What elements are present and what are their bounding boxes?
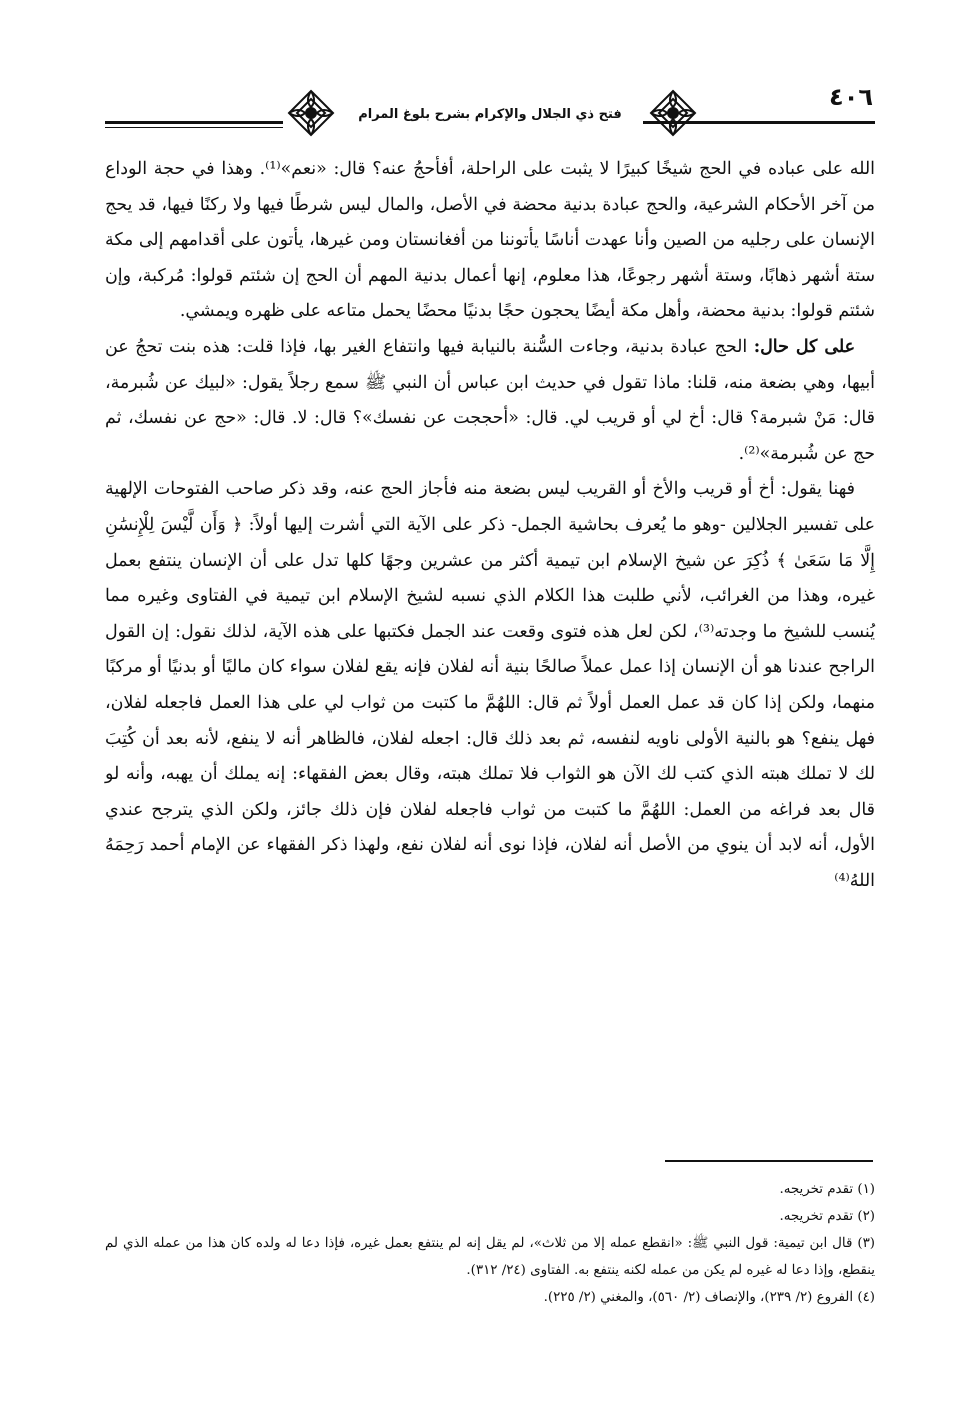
paragraph-text: فهنا يقول: أخ أو قريب والأخ أو القريب ليس بضعة منه فأجاز الحج عنه، وقد ذكر صاحب الفتوحات الإلهية على تفسير الجلالين -وهو ما يُعرف بحاشية الجمل- ذكر على الآية التي أشرت إليها أولاً: ﴿ وَأَن لَّيْسَ لِلْإِنسَٰنِ إِلَّا مَا سَعَىٰ ﴾ ذُكِرَ عن شيخ الإسلام ابن تيمية أكثر من عشرين وجهًا كلها تدل على أن الإنسان ينتفع بعمل غيره، وهذا من الغرائب، لأني طلبت هذا الكلام الذي نسبه لشيخ الإسلام ابن تيمية في الفتاوى وغيره مما يُنسب للشيخ ما وجدته⁽³⁾، لكن لعل هذه فتوى وقعت عند الجمل فكتبها على هذه الآية، لذلك نقول: إن القول الراجح عندنا هو أن الإنسان إذا عمل عملاً صالحًا بنية أنه لفلان فإنه يقع لفلان سواء كان ماليًا أو بدنيًا أو مركبًا منهما، ولكن إذا كان قد عمل العمل أولاً ثم قال: اللهُمَّ ما كتبت من ثواب لي على هذا العمل فاجعله لفلان، فهل ينفع؟ هو بالنية الأولى ناويه لنفسه، ثم بعد ذلك قال: اجعله لفلان، فالظاهر أنه لا ينفع، لأنه بعد أن كُتِبَ لك لا تملك هبته الذي كتب لك الآن هو الثواب فلا تملك هبته، وقال بعض الفقهاء: إنه يملك أن يهبه، وأنه لو قال بعد فراغه من العمل: اللهُمَّ ما كتبت من ثواب فاجعله لفلان فإن ذلك جائز، ولكن الذي يترجح عندي الأول، أنه لابد أن ينوي من الأصل أنه لفلان، فإذا نوى أنه لفلان نفع، ولهذا ذكر الفقهاء عن الإمام أحمد رَحِمَهُ اللهُ⁽⁴⁾	[105, 479, 875, 891]
footnotes	[105, 1176, 875, 1311]
ornament-icon	[647, 87, 699, 139]
paragraph	[105, 330, 875, 472]
page-number: ٤٠٦	[829, 83, 873, 111]
paragraph-lead: على كل حال:	[753, 336, 856, 357]
paragraph-text: الحج عبادة بدنية، وجاءت السُّنة بالنيابة فيها وانتفاع الغير بها، فإذا قلت: هذه بنت تحجُ عن أبيها، وهي بضعة منه، قلنا: ماذا تقول في حديث ابن عباس أن النبي ﷺ سمع رجلاً يقول: «لبيك عن شُبرمة، قال: مَنْ شبرمة؟ قال: أخ لي أو قريب لي. قال: «أحججت عن نفسك»؟ قال: لا. قال: «حج عن نفسك، ثم حج عن شُبرمة»⁽²⁾.	[105, 336, 875, 464]
footnote-separator	[665, 1160, 873, 1162]
paragraph-text: الله على عباده في الحج شيخًا كبيرًا لا يثبت على الراحلة، أفأحجُ عنه؟ قال: «نعم»⁽¹⁾. وهذا في حجة الوداع من آخر الأحكام الشرعية، والحج عبادة بدنية محضة في الأصل، والمال ليس شرطًا فيها ولا ركنًا فيها، قد يحج الإنسان على رجليه من الصين وأنا عهدت أناسًا يأتوننا من أفغانستان ومن غيرها، يأتون على أقدامهم إلى مكة ستة أشهر ذهابًا، وستة أشهر رجوعًا، هذا معلوم، إنها أعمال بدنية المهم أن الحج إن شئتم قولوا: مُركبة، وإن شئتم قولوا: بدنية محضة، وأهل مكة أيضًا يحجون حجًا بدنيًا محضًا يحمل متاعه على ظهره ويمشي.	[105, 159, 876, 322]
ornament-icon	[285, 87, 337, 139]
header-rule-left-thin	[105, 127, 283, 128]
paragraph	[105, 472, 875, 899]
footnote: (١) تقدم تخريجه.	[779, 1182, 875, 1197]
book-title: فتح ذي الجلال والإكرام بشرح بلوغ المرام	[358, 107, 622, 122]
paragraph	[105, 152, 875, 330]
footnote: (٤) الفروع (٢/ ٢٣٩)، والإنصاف (٢/ ٥٦٠)، والمغني (٢/ ٢٢٥).	[543, 1290, 875, 1305]
footnote: (٢) تقدم تخريجه.	[779, 1209, 875, 1224]
main-text	[105, 152, 875, 899]
header-rule-left	[105, 121, 283, 124]
page-header	[105, 85, 875, 141]
footnote: (٣) قال ابن تيمية: قول النبي ﷺ: «انقطع عمله إلا من ثلاث»، لم يقل إنه لم ينتفع بعمل غيره، فإذا دعا له ولده كان هذا من عمله الذي لم ينقطع، وإذا دعا له غيره لم يكن من عمله لكنه ينتفع به. الفتاوى (٢٤/ ٣١٢).	[105, 1236, 875, 1278]
